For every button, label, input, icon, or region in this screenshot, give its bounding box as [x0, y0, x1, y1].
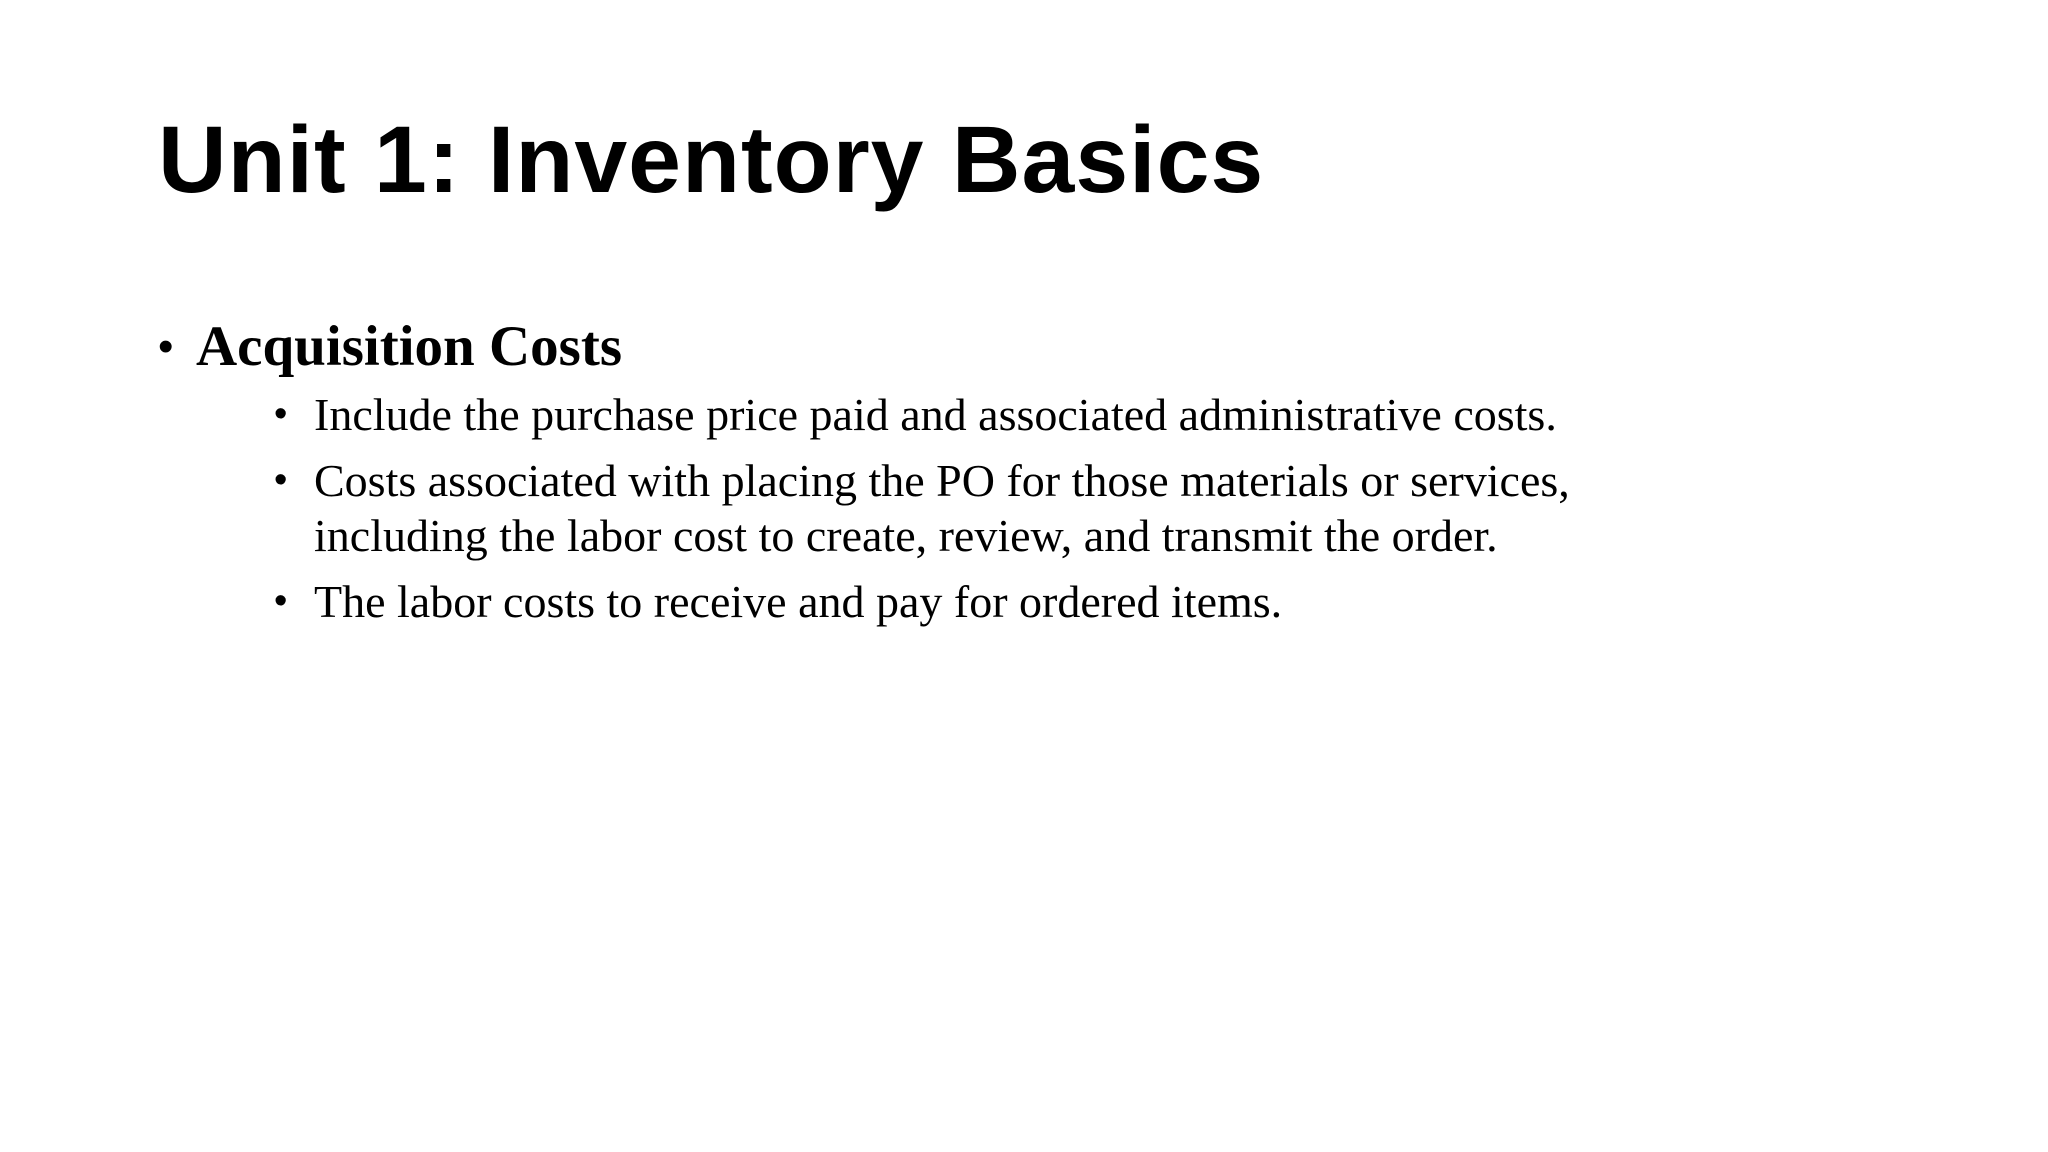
bullet-icon: • — [274, 580, 288, 622]
list-item-text: Costs associated with placing the PO for those materials or services, including the labor cost to create, review, and transmit the order. — [314, 455, 1570, 561]
bullet-icon: • — [274, 393, 288, 435]
section-heading-item — [158, 313, 1908, 381]
bullet-icon: • — [274, 459, 288, 501]
slide-title: Unit 1: Inventory Basics — [158, 107, 1265, 213]
sub-bullet-list — [158, 387, 1908, 629]
list-item — [274, 574, 1694, 629]
bullet-icon: • — [158, 322, 174, 371]
slide-body — [158, 313, 1908, 640]
list-item — [274, 387, 1694, 442]
section-heading: Acquisition Costs — [196, 315, 622, 378]
list-item — [274, 453, 1694, 563]
list-item-text: The labor costs to receive and pay for ordered items. — [314, 576, 1283, 627]
list-item-text: Include the purchase price paid and associated administrative costs. — [314, 389, 1557, 440]
